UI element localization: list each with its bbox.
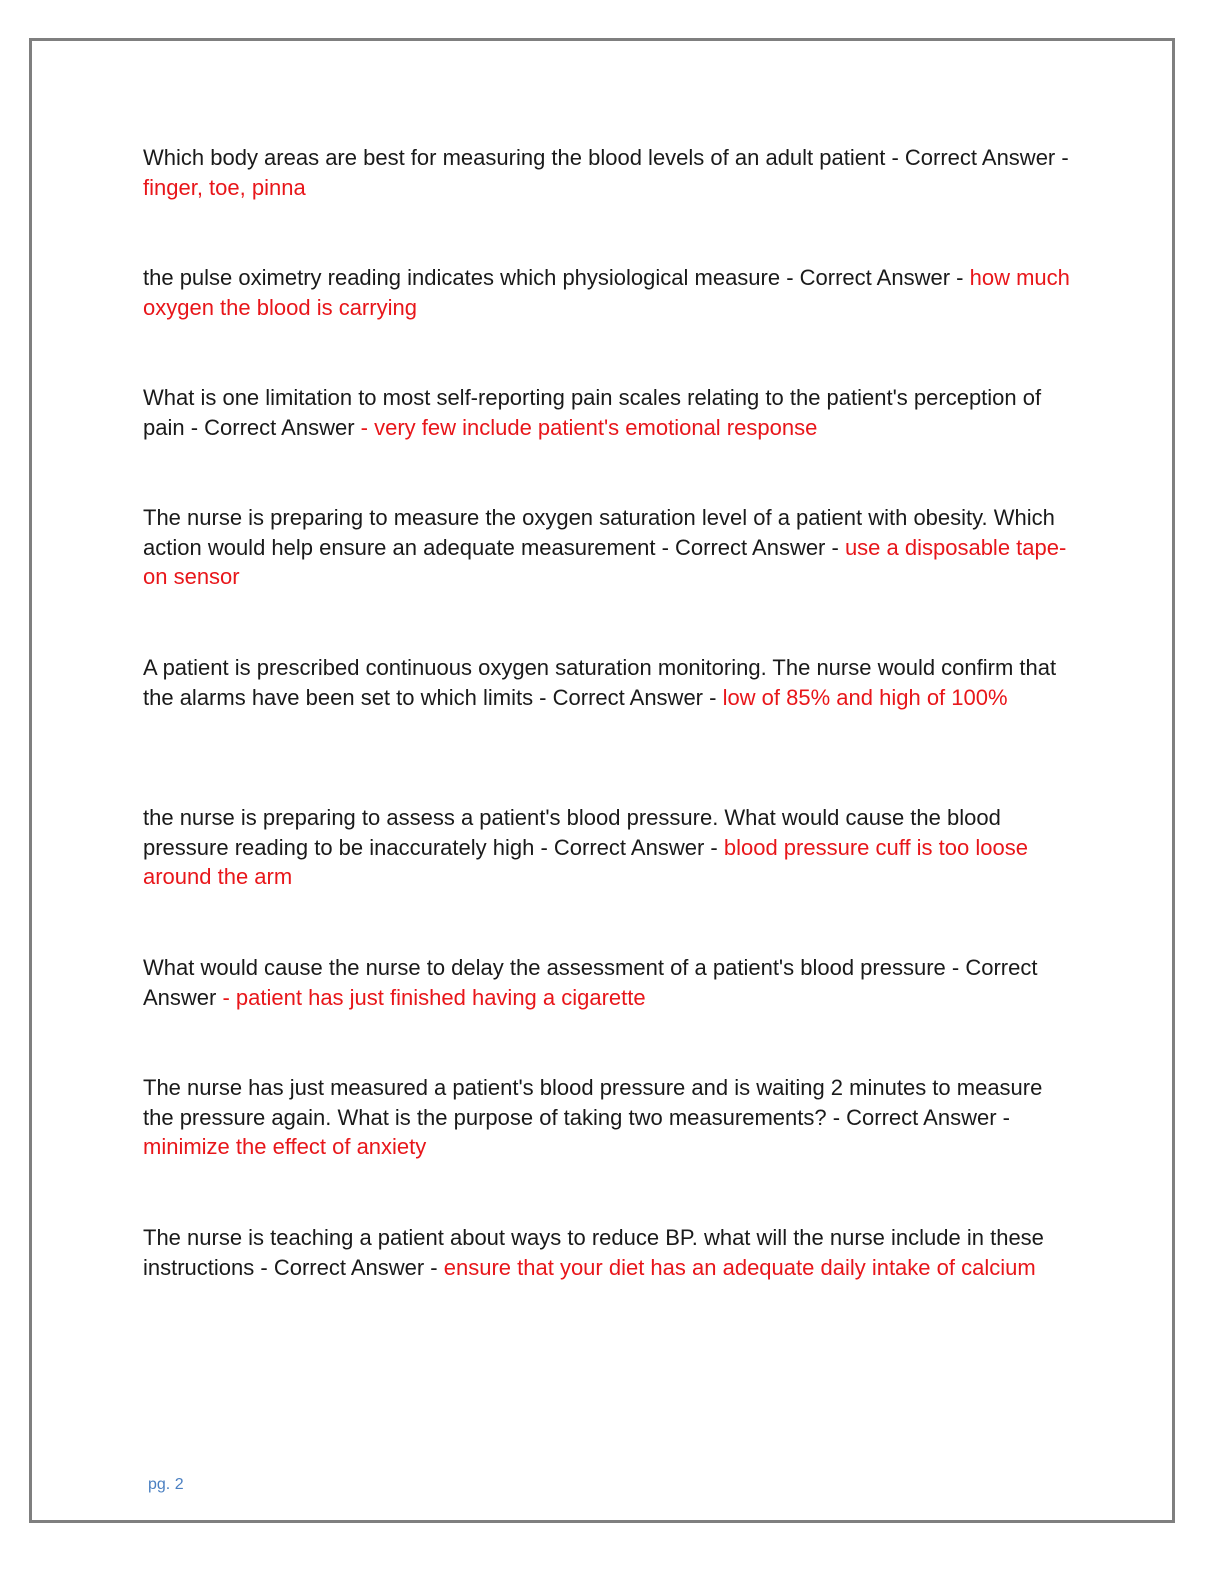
- qa-item-3: [143, 383, 1078, 442]
- answer-text: - very few include patient's emotional response: [360, 414, 818, 440]
- qa-item-9: [143, 1223, 1078, 1282]
- question-text: What is one limitation to most self-reporting pain scales relating to the patient's perception of pain - Correct Answer: [143, 385, 1042, 440]
- answer-text: blood pressure cuff is too loose around the arm: [143, 834, 1028, 889]
- answer-text: how much oxygen the blood is carrying: [143, 265, 1070, 320]
- qa-item-7: [143, 953, 1078, 1012]
- question-text: Which body areas are best for measuring the blood levels of an adult patient - Correct Answer -: [143, 145, 1069, 170]
- question-text: The nurse is teaching a patient about ways to reduce BP. what will the nurse include in these instructions - Correct Answer -: [143, 1225, 1044, 1280]
- question-text: The nurse is preparing to measure the oxygen saturation level of a patient with obesity. Which action would help ensure an adequate measurement - Correct Answer -: [143, 505, 1055, 560]
- answer-text: ensure that your diet has an adequate daily intake of calcium: [443, 1254, 1036, 1280]
- page-border: [29, 38, 1175, 1523]
- question-text: the nurse is preparing to assess a patient's blood pressure. What would cause the blood pressure reading to be inaccurately high - Correct Answer -: [143, 805, 1001, 860]
- page-number: pg. 2: [148, 1476, 184, 1493]
- answer-text: minimize the effect of anxiety: [143, 1134, 427, 1159]
- qa-item-2: [143, 263, 1078, 322]
- question-text: What would cause the nurse to delay the assessment of a patient's blood pressure - Correct Answer: [143, 955, 1038, 1010]
- answer-text: - patient has just finished having a cigarette: [222, 984, 646, 1010]
- answer-text: finger, toe, pinna: [143, 174, 306, 200]
- qa-item-6: [143, 803, 1078, 892]
- qa-item-8: [143, 1073, 1078, 1162]
- answer-text: low of 85% and high of 100%: [722, 684, 1008, 710]
- qa-item-4: [143, 503, 1078, 592]
- qa-item-1: [143, 143, 1078, 202]
- qa-item-5: [143, 653, 1078, 712]
- answer-text: use a disposable tape-on sensor: [143, 534, 1067, 589]
- question-text: A patient is prescribed continuous oxygen saturation monitoring. The nurse would confirm that the alarms have been set to which limits - Correct Answer -: [143, 655, 1057, 710]
- question-text: The nurse has just measured a patient's blood pressure and is waiting 2 minutes to measure the pressure again. What is the purpose of taking two measurements? - Correct Answer -: [143, 1075, 1043, 1130]
- question-text: the pulse oximetry reading indicates which physiological measure - Correct Answer -: [143, 265, 970, 290]
